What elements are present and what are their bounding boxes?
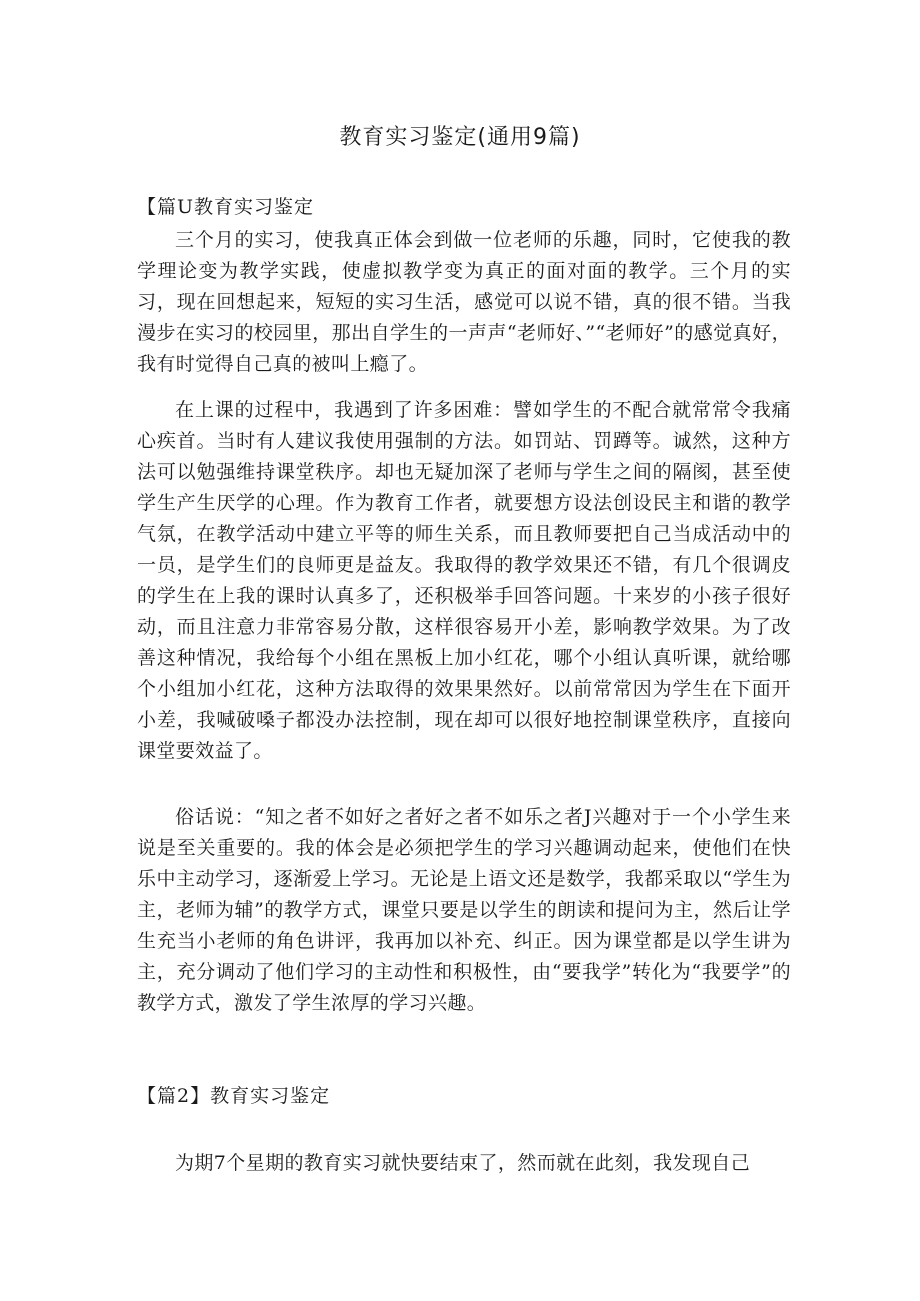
section-1-paragraph-2: 在上课的过程中，我遇到了许多困难：譬如学生的不配合就常常令我痛心疾首。当时有人建议我使用强制的方法。如罚站、罚蹲等。诚然，这种方法可以勉强维持课堂秩序。却也无疑加深了老师与学生之间的隔阂，甚至使学生产生厌学的心理。作为教育工作者，就要想方设法创设民主和谐的教学气氛，在教学活动中建立平等的师生关系，而且教师要把自己当成活动中的一员，是学生们的良师更是益友。我取得的教学效果还不错，有几个很调皮的学生在上我的课时认真多了，还积极举手回答问题。十来岁的小孩子很好动，而且注意力非常容易分散，这样很容易开小差，影响教学效果。为了改善这种情况，我给每个小组在黑板上加小红花，哪个小组认真听课，就给哪个小组加小红花，这种方法取得的效果果然好。以前常常因为学生在下面开小差，我喊破嗓子都没办法控制，现在却可以很好地控制课堂秩序，直接向课堂要效益了。 [137,399,791,762]
section-1-paragraph-1: 三个月的实习，使我真正体会到做一位老师的乐趣，同时，它使我的教学理论变为教学实践，使虚拟教学变为真正的面对面的教学。三个月的实习，现在回想起来，短短的实习生活，感觉可以说不错，真的很不错。当我漫步在实习的校园里，那出自学生的一声声“老师好、”“老师好”的感觉真好，我有时觉得自己真的被叫上瘾了。 [137,229,791,375]
section-2-heading: 【篇2】教育实习鉴定 [137,1085,331,1107]
section-1-heading: 【篇U教育实习鉴定 [137,196,315,218]
document-title: 教育实习鉴定(通用9篇) [339,125,581,150]
section-1-paragraph-3: 俗话说：“知之者不如好之者好之者不如乐之者J兴趣对于一个小学生来说是至关重要的。我的体会是必须把学生的学习兴趣调动起来，使他们在快乐中主动学习，逐渐爱上学习。无论是上语文还是数学，我都采取以“学生为主，老师为辅”的教学方式，课堂只要是以学生的朗读和提问为主，然后让学生充当小老师的角色讲评，我再加以补充、纠正。因为课堂都是以学生讲为主，充分调动了他们学习的主动性和积极性，由“要我学”转化为“我要学”的教学方式，激发了学生浓厚的学习兴趣。 [137,806,791,1014]
section-2-paragraph-1: 为期7个星期的教育实习就快要结束了，然而就在此刻，我发现自己 [175,1152,751,1174]
